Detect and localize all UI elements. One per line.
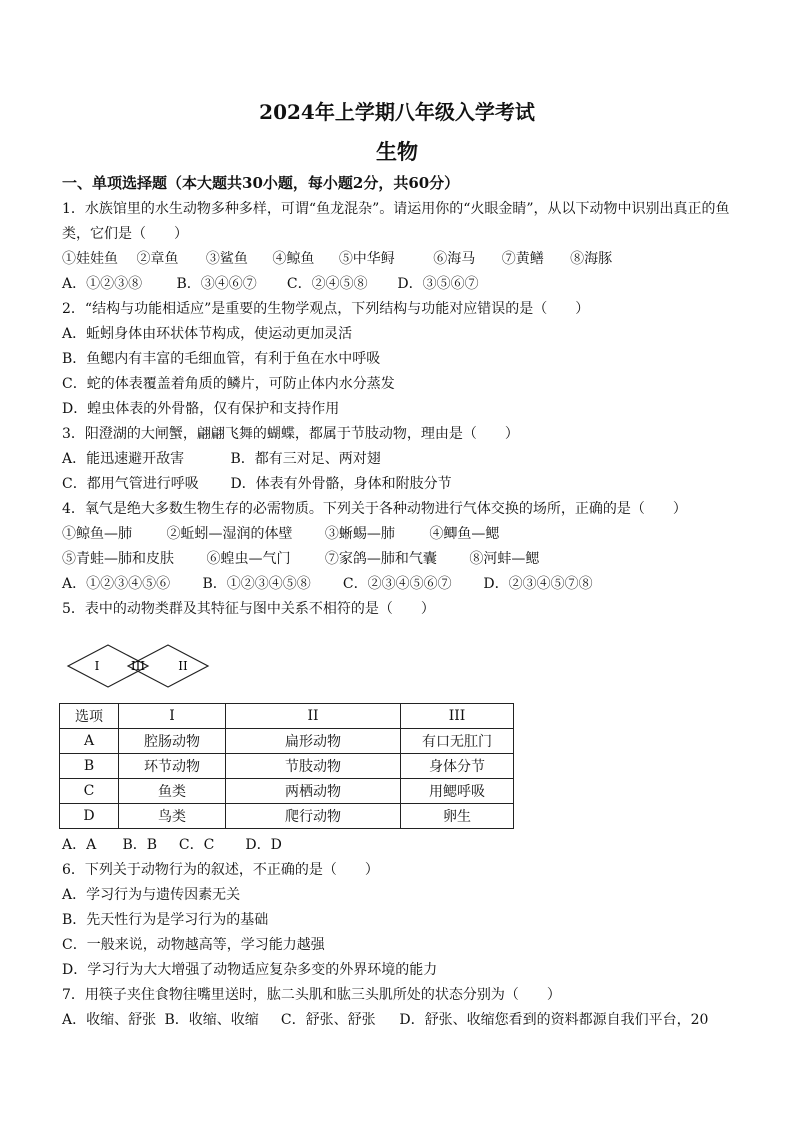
option-a[interactable]: A．收缩、舒张 xyxy=(62,1012,157,1028)
table-cell: 有口无肛门 xyxy=(401,729,514,754)
q3-options-row1 xyxy=(62,450,381,468)
table-cell: 卵生 xyxy=(401,804,514,829)
table-cell: B xyxy=(60,754,119,779)
table-cell: C xyxy=(60,779,119,804)
table-cell: 环节动物 xyxy=(119,754,226,779)
q4-stem: 4．氧气是绝大多数生物生存的必需物质。下列关于各种动物进行气体交换的场所，正确的是（ ） xyxy=(62,501,687,517)
option-d[interactable]: D．③⑤⑥⑦ xyxy=(397,276,479,292)
q4-item: ⑥蝗虫—气门 xyxy=(206,551,291,567)
q1-item: ②章鱼 xyxy=(136,251,179,267)
table-header-row xyxy=(60,704,514,729)
option-c[interactable]: C．一般来说，动物越高等，学习能力越强 xyxy=(62,937,325,953)
table-row xyxy=(60,779,514,804)
option-d[interactable]: D．蝗虫体表的外骨骼，仅有保护和支持作用 xyxy=(62,401,340,417)
diagram-label-ii: II xyxy=(178,659,188,673)
option-a[interactable]: A．A xyxy=(62,837,97,853)
q3-options-row2 xyxy=(62,475,452,493)
watermark-trailing-text: 您看到的资料都源自我们平台，20 xyxy=(494,1012,709,1028)
option-c[interactable]: C．都用气管进行呼吸 xyxy=(62,476,199,492)
q4-item: ⑧河蚌—鳃 xyxy=(469,551,540,567)
table-row xyxy=(60,729,514,754)
subject-title: 生物 xyxy=(376,139,418,164)
q3-stem: 3．阳澄湖的大闸蟹，翩翩飞舞的蝴蝶，都属于节肢动物，理由是（ ） xyxy=(62,426,519,442)
option-b[interactable]: B．B xyxy=(122,837,158,853)
option-b[interactable]: B．③④⑥⑦ xyxy=(176,276,257,292)
option-a[interactable]: A．学习行为与遗传因素无关 xyxy=(62,887,241,903)
option-c[interactable]: C．②④⑤⑧ xyxy=(286,276,368,292)
table-header-cell: 选项 xyxy=(60,704,119,729)
table-cell: D xyxy=(60,804,119,829)
option-d[interactable]: D．学习行为大大增强了动物适应复杂多变的外界环境的能力 xyxy=(62,962,438,978)
option-c[interactable]: C．蛇的体表覆盖着角质的鳞片，可防止体内水分蒸发 xyxy=(62,376,395,392)
q1-item: ⑤中华鲟 xyxy=(338,251,395,267)
table-cell: 腔肠动物 xyxy=(119,729,226,754)
venn-diamond-diagram xyxy=(66,643,212,689)
diagram-label-i: I xyxy=(94,659,100,673)
q6-stem: 6．下列关于动物行为的叙述，不正确的是（ ） xyxy=(62,862,379,878)
q4-item: ③蜥蜴—肺 xyxy=(324,526,395,542)
q1-item: ⑧海豚 xyxy=(570,251,613,267)
q4-item: ⑦家鸽—肺和气囊 xyxy=(324,551,437,567)
q1-item: ⑥海马 xyxy=(433,251,476,267)
table-row xyxy=(60,804,514,829)
q5-table xyxy=(59,703,514,829)
table-cell: 爬行动物 xyxy=(226,804,401,829)
option-c[interactable]: C．舒张、舒张 xyxy=(280,1012,376,1028)
q4-item: ⑤青蛙—肺和皮肤 xyxy=(62,551,174,567)
section-heading: 一、单项选择题（本大题共30小题，每小题2分，共60分） xyxy=(62,174,460,192)
option-d[interactable]: D．D xyxy=(245,837,282,853)
table-cell: 用鳃呼吸 xyxy=(401,779,514,804)
q1-stem-line2: 类，它们是（ ） xyxy=(62,226,188,242)
table-cell: 身体分节 xyxy=(401,754,514,779)
q1-options xyxy=(62,275,479,293)
table-cell: 鱼类 xyxy=(119,779,226,804)
q4-item: ②蚯蚓—湿润的体壁 xyxy=(166,526,293,542)
table-header-cell: II xyxy=(226,704,401,729)
option-b[interactable]: B．先天性行为是学习行为的基础 xyxy=(62,912,269,928)
table-header-cell: III xyxy=(401,704,514,729)
q1-items xyxy=(62,250,612,268)
option-a[interactable]: A．①②③④⑤⑥ xyxy=(62,576,171,592)
option-b[interactable]: B．收缩、收缩 xyxy=(164,1012,259,1028)
table-cell: 鸟类 xyxy=(119,804,226,829)
option-d[interactable]: D．舒张、收缩 xyxy=(399,1012,495,1028)
option-d[interactable]: D．②③④⑤⑦⑧ xyxy=(483,576,593,592)
q4-item: ①鲸鱼—肺 xyxy=(62,526,132,542)
option-a[interactable]: A．①②③⑧ xyxy=(62,276,143,292)
exam-title: 2024年上学期八年级入学考试 xyxy=(259,100,535,124)
option-c[interactable]: C．②③④⑤⑥⑦ xyxy=(342,576,452,592)
q4-items-row1 xyxy=(62,525,499,543)
option-d[interactable]: D．体表有外骨骼，身体和附肢分节 xyxy=(230,476,452,492)
q4-options xyxy=(62,575,593,593)
option-a[interactable]: A．蚯蚓身体由环状体节构成，使运动更加灵活 xyxy=(62,326,353,342)
q7-stem: 7．用筷子夹住食物往嘴里送时，肱二头肌和肱三头肌所处的状态分别为（ ） xyxy=(62,987,561,1003)
q4-item: ④鲫鱼—鳃 xyxy=(429,526,500,542)
q5-options xyxy=(62,836,282,854)
diagram-label-iii: III xyxy=(130,659,146,673)
option-c[interactable]: C．C xyxy=(178,837,215,853)
q1-item: ①娃娃鱼 xyxy=(62,251,118,267)
table-cell: A xyxy=(60,729,119,754)
option-b[interactable]: B．鱼鳃内有丰富的毛细血管，有利于鱼在水中呼吸 xyxy=(62,351,381,367)
q4-items-row2 xyxy=(62,550,539,568)
q7-options xyxy=(62,1011,708,1029)
q1-item: ⑦黄鳝 xyxy=(501,251,544,267)
q1-stem-line1: 1．水族馆里的水生动物多种多样，可谓“鱼龙混杂”。请运用你的“火眼金睛”，从以下动物中识别出真正的鱼 xyxy=(62,201,730,217)
table-header-cell: I xyxy=(119,704,226,729)
table-cell: 节肢动物 xyxy=(226,754,401,779)
table-cell: 扁形动物 xyxy=(226,729,401,754)
q1-item: ④鲸鱼 xyxy=(272,251,315,267)
option-a[interactable]: A．能迅速避开敌害 xyxy=(62,451,185,467)
q1-item: ③鲨鱼 xyxy=(205,251,248,267)
table-cell: 两栖动物 xyxy=(226,779,401,804)
option-b[interactable]: B．都有三对足、两对翅 xyxy=(230,451,381,467)
option-b[interactable]: B．①②③④⑤⑧ xyxy=(202,576,311,592)
q5-stem: 5．表中的动物类群及其特征与图中关系不相符的是（ ） xyxy=(62,601,435,617)
q2-stem: 2．“结构与功能相适应”是重要的生物学观点，下列结构与功能对应错误的是（ ） xyxy=(62,301,590,317)
table-row xyxy=(60,754,514,779)
